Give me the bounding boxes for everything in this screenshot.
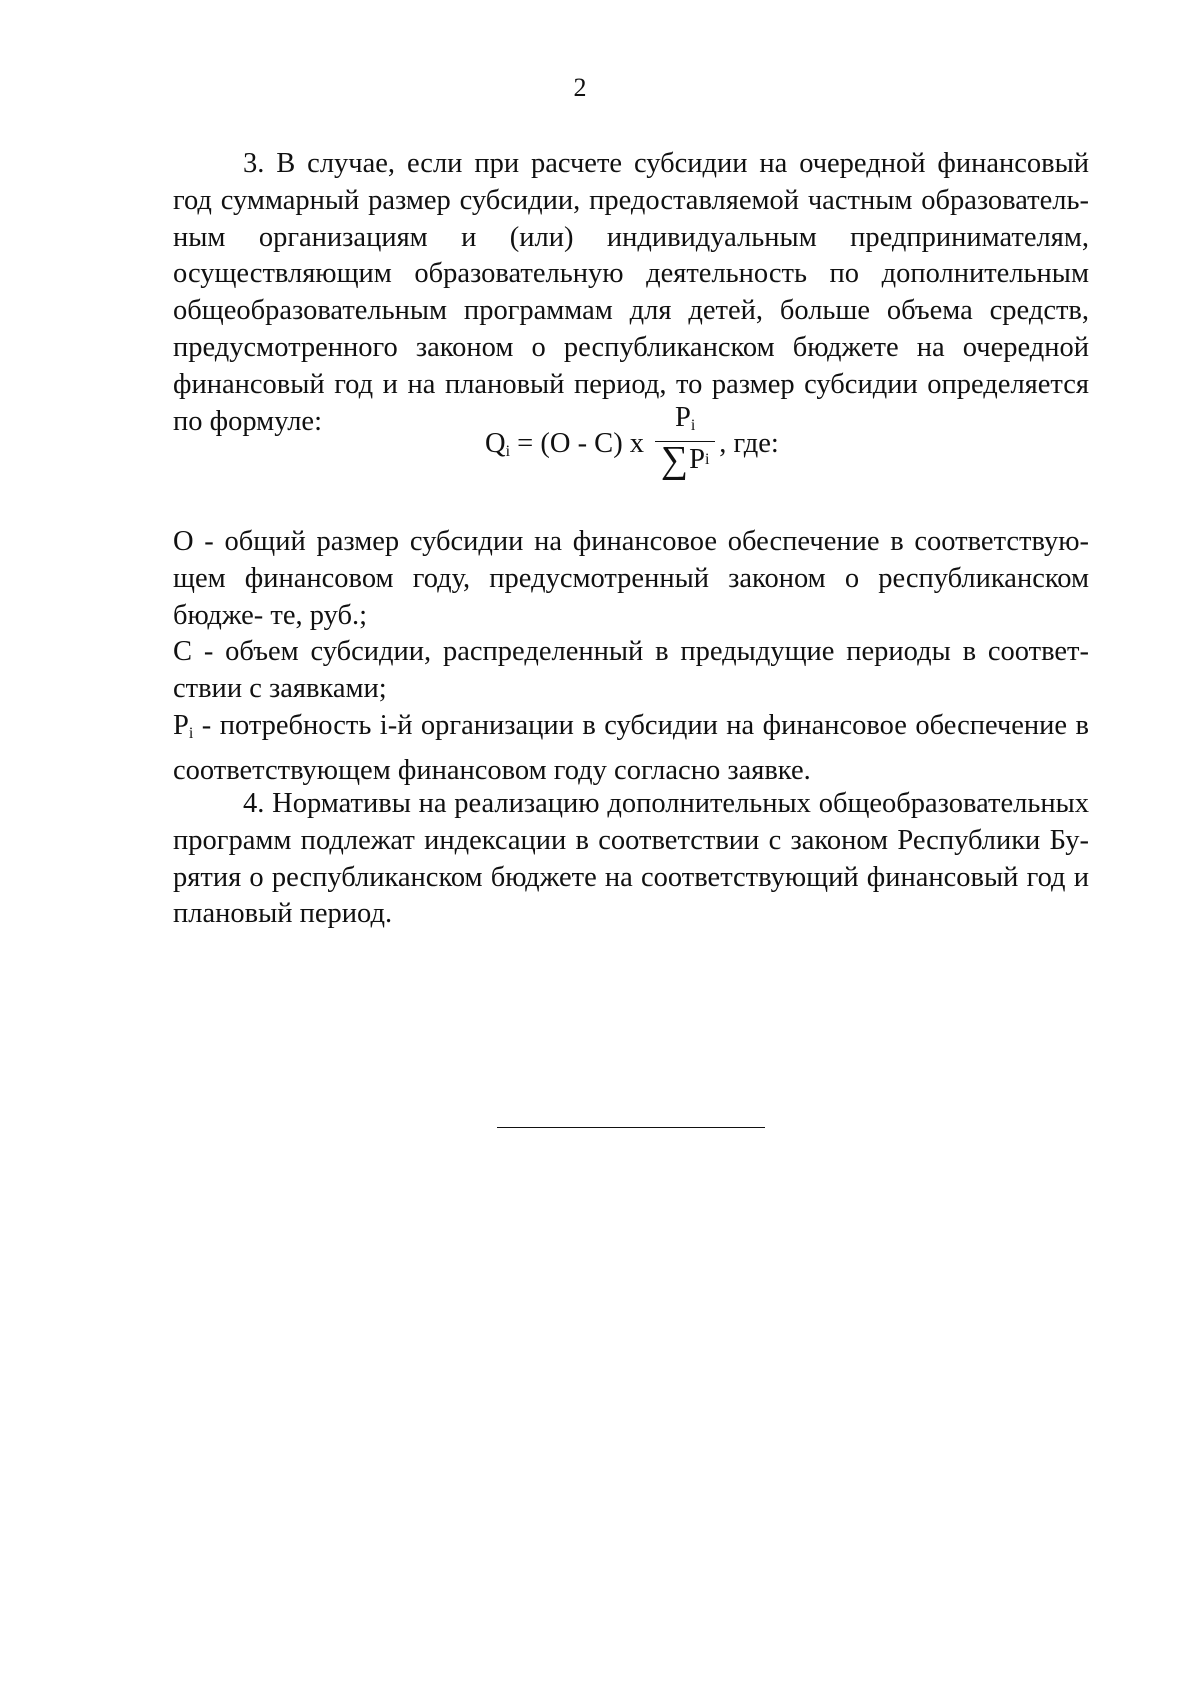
sigma-symbol: ∑ — [660, 438, 689, 481]
subsidy-formula — [485, 401, 779, 484]
definition-p-symbol: P — [173, 709, 189, 741]
formula-denominator-subscript: i — [704, 450, 710, 468]
formula-lhs-symbol: Q — [485, 427, 506, 459]
definition-p-subscript: i — [188, 724, 194, 742]
formula-numerator-subscript: i — [690, 416, 696, 434]
formula-fraction — [655, 401, 715, 481]
formula-lhs-subscript: i — [505, 442, 511, 460]
paragraph-3-text: 3. В случае, если при расчете субсидии на очередной финансовый год суммарный размер субсидии, предоставляемой частным образовательным организациям и (или) индивидуальным предпринимателям, осуществляющим образовательную деятельность по дополнительным общеобразовательным программам для детей, больше объема средств, предусмотренного законом о республиканском бюджете на очередной финансовый год и на плановый период, то размер субсидии определяется по формуле: — [173, 148, 1089, 437]
formula-denominator — [660, 438, 710, 481]
paragraph-4-text: 4. Нормативы на реализацию дополнительных общеобразовательных программ подлежат индексации в соответствии с законом Республики Бурятия о республиканском бюджете на соответствующий финансовый год и плановый период. — [173, 788, 1089, 930]
formula-numerator — [669, 403, 701, 441]
closing-separator-line — [497, 1127, 765, 1128]
definition-p-text: - потребность i-й организации в субсидии на финансовое обеспечение в соответствующем финансовом году согласно заявке. — [173, 709, 1089, 786]
formula-suffix: , где: — [719, 428, 779, 459]
definition-p — [173, 708, 1089, 790]
formula-numerator-symbol: P — [675, 401, 691, 433]
definition-c: C - объем субсидии, распределенный в предыдущие периоды в соответствии с заявками; — [173, 636, 1089, 705]
paragraph-3 — [173, 146, 1089, 440]
formula-denominator-symbol: P — [689, 443, 705, 475]
definitions — [173, 524, 1089, 790]
definition-o: O - общий размер субсидии на финансовое обеспечение в соответствующем финансовом году, предусмотренный законом о республиканском бюдже- те, руб.; — [173, 526, 1089, 631]
formula-lhs — [485, 428, 510, 461]
page-number: 2 — [573, 73, 587, 102]
formula-middle: = (O - C) x — [510, 428, 652, 459]
paragraph-4 — [173, 786, 1089, 933]
